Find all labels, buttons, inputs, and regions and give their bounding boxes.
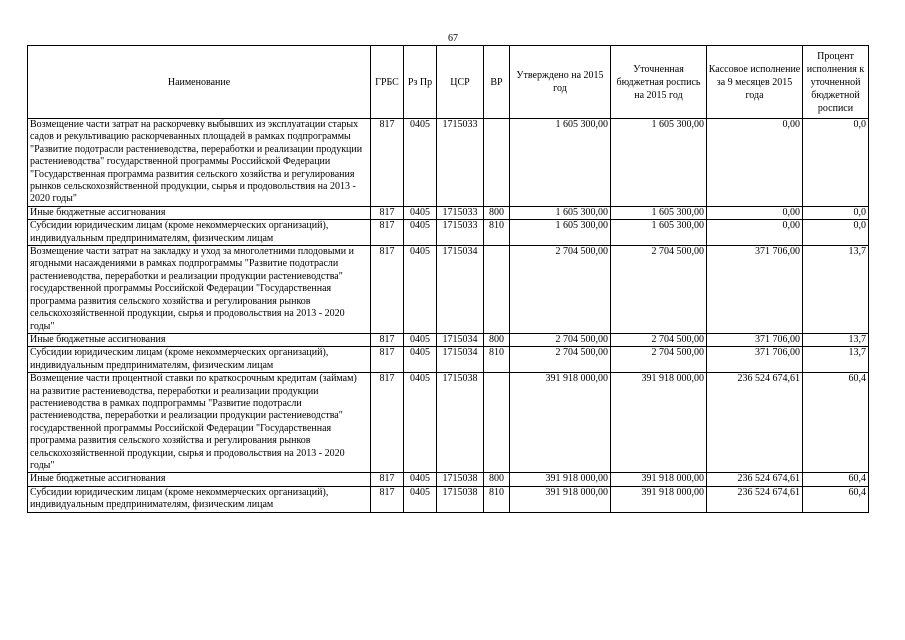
header-name: Наименование xyxy=(28,46,371,119)
row-vr: 800 xyxy=(484,206,510,219)
table-row xyxy=(28,347,869,373)
row-name: Возмещение части процентной ставки по краткосрочным кредитам (займам) на развитие растениеводства, переработки и реализации продукции растениеводства в рамках подпрограммы "Развитие подотрасли растениеводства, переработки и реализации продукции растениеводства" государственной программы Российской Федерации "Государственная программа развития сельского хозяйства и регулирования рынков сельскохозяйственной продукции, сырья и продовольствия на 2013 - 2020 годы" xyxy=(28,373,371,473)
row-vr: 810 xyxy=(484,347,510,373)
header-rzpr: Рз Пр xyxy=(404,46,437,119)
row-revised: 1 605 300,00 xyxy=(611,220,707,246)
row-grbs: 817 xyxy=(371,347,404,373)
budget-table xyxy=(27,45,869,513)
row-grbs: 817 xyxy=(371,119,404,207)
row-csr: 1715033 xyxy=(437,206,484,219)
row-cash: 236 524 674,61 xyxy=(707,373,803,473)
row-percent: 0,0 xyxy=(803,206,869,219)
row-csr: 1715033 xyxy=(437,119,484,207)
row-name: Иные бюджетные ассигнования xyxy=(28,473,371,486)
row-cash: 0,00 xyxy=(707,220,803,246)
row-cash: 0,00 xyxy=(707,119,803,207)
row-csr: 1715033 xyxy=(437,220,484,246)
row-cash: 0,00 xyxy=(707,206,803,219)
table-row xyxy=(28,119,869,207)
row-csr: 1715038 xyxy=(437,473,484,486)
header-row xyxy=(28,46,869,119)
row-grbs: 817 xyxy=(371,486,404,512)
row-cash: 236 524 674,61 xyxy=(707,486,803,512)
page-number: 67 xyxy=(448,33,458,44)
row-vr xyxy=(484,119,510,207)
row-revised: 1 605 300,00 xyxy=(611,119,707,207)
table-row xyxy=(28,486,869,512)
row-vr: 800 xyxy=(484,333,510,346)
row-grbs: 817 xyxy=(371,246,404,334)
row-name: Иные бюджетные ассигнования xyxy=(28,206,371,219)
row-approved: 391 918 000,00 xyxy=(510,486,611,512)
row-csr: 1715038 xyxy=(437,373,484,473)
row-rzpr: 0405 xyxy=(404,486,437,512)
row-cash: 371 706,00 xyxy=(707,333,803,346)
table-row xyxy=(28,246,869,334)
row-rzpr: 0405 xyxy=(404,473,437,486)
table-row xyxy=(28,333,869,346)
row-cash: 371 706,00 xyxy=(707,347,803,373)
row-cash: 236 524 674,61 xyxy=(707,473,803,486)
row-name: Иные бюджетные ассигнования xyxy=(28,333,371,346)
header-cash: Кассовое исполнение за 9 месяцев 2015 года xyxy=(707,46,803,119)
row-rzpr: 0405 xyxy=(404,119,437,207)
row-rzpr: 0405 xyxy=(404,333,437,346)
row-revised: 391 918 000,00 xyxy=(611,473,707,486)
row-revised: 1 605 300,00 xyxy=(611,206,707,219)
row-name: Субсидии юридическим лицам (кроме некоммерческих организаций), индивидуальным предпринимателям, физическим лицам xyxy=(28,486,371,512)
row-revised: 391 918 000,00 xyxy=(611,486,707,512)
row-vr: 810 xyxy=(484,486,510,512)
row-grbs: 817 xyxy=(371,333,404,346)
row-revised: 2 704 500,00 xyxy=(611,333,707,346)
header-revised: Уточненная бюджетная роспись на 2015 год xyxy=(611,46,707,119)
table-row xyxy=(28,373,869,473)
row-grbs: 817 xyxy=(371,206,404,219)
table-row xyxy=(28,206,869,219)
row-percent: 13,7 xyxy=(803,246,869,334)
row-percent: 60,4 xyxy=(803,486,869,512)
table-row xyxy=(28,220,869,246)
row-percent: 13,7 xyxy=(803,347,869,373)
row-grbs: 817 xyxy=(371,220,404,246)
row-name: Возмещение части затрат на закладку и уход за многолетними плодовыми и ягодными насаждениями в рамках подпрограммы "Развитие подотрасли растениеводства, переработки и реализации продукции растениеводства" государственной программы Российской Федерации "Государственная программа развития сельского хозяйства и регулирования рынков сельскохозяйственной продукции, сырья и продовольствия на 2013 - 2020 годы" xyxy=(28,246,371,334)
table-row xyxy=(28,473,869,486)
row-approved: 1 605 300,00 xyxy=(510,220,611,246)
row-csr: 1715034 xyxy=(437,347,484,373)
row-percent: 13,7 xyxy=(803,333,869,346)
row-cash: 371 706,00 xyxy=(707,246,803,334)
header-percent: Процент исполнения к уточненной бюджетной росписи xyxy=(803,46,869,119)
row-name: Субсидии юридическим лицам (кроме некоммерческих организаций), индивидуальным предпринимателям, физическим лицам xyxy=(28,347,371,373)
row-rzpr: 0405 xyxy=(404,206,437,219)
row-percent: 0,0 xyxy=(803,220,869,246)
row-percent: 60,4 xyxy=(803,473,869,486)
row-name: Субсидии юридическим лицам (кроме некоммерческих организаций), индивидуальным предпринимателям, физическим лицам xyxy=(28,220,371,246)
row-approved: 1 605 300,00 xyxy=(510,119,611,207)
row-grbs: 817 xyxy=(371,473,404,486)
row-approved: 2 704 500,00 xyxy=(510,347,611,373)
header-csr: ЦСР xyxy=(437,46,484,119)
row-percent: 60,4 xyxy=(803,373,869,473)
row-rzpr: 0405 xyxy=(404,220,437,246)
row-approved: 2 704 500,00 xyxy=(510,333,611,346)
row-vr xyxy=(484,373,510,473)
row-approved: 1 605 300,00 xyxy=(510,206,611,219)
row-revised: 2 704 500,00 xyxy=(611,246,707,334)
row-vr: 810 xyxy=(484,220,510,246)
header-vr: ВР xyxy=(484,46,510,119)
header-grbs: ГРБС xyxy=(371,46,404,119)
row-csr: 1715038 xyxy=(437,486,484,512)
header-approved: Утверждено на 2015 год xyxy=(510,46,611,119)
row-vr xyxy=(484,246,510,334)
row-percent: 0,0 xyxy=(803,119,869,207)
row-approved: 391 918 000,00 xyxy=(510,373,611,473)
row-name: Возмещение части затрат на раскорчевку выбывших из эксплуатации старых садов и рекультивацию раскорчеванных площадей в рамках подпрограммы "Развитие подотрасли растениеводства, переработки и реализации продукции растениеводства" государственной программы Российской Федерации "Государственная программа развития сельского хозяйства и регулирования рынков сельскохозяйственной продукции, сырья и продовольствия на 2013 - 2020 годы" xyxy=(28,119,371,207)
row-rzpr: 0405 xyxy=(404,246,437,334)
row-revised: 391 918 000,00 xyxy=(611,373,707,473)
row-vr: 800 xyxy=(484,473,510,486)
row-approved: 391 918 000,00 xyxy=(510,473,611,486)
row-approved: 2 704 500,00 xyxy=(510,246,611,334)
row-csr: 1715034 xyxy=(437,246,484,334)
row-revised: 2 704 500,00 xyxy=(611,347,707,373)
row-grbs: 817 xyxy=(371,373,404,473)
row-rzpr: 0405 xyxy=(404,373,437,473)
row-rzpr: 0405 xyxy=(404,347,437,373)
row-csr: 1715034 xyxy=(437,333,484,346)
